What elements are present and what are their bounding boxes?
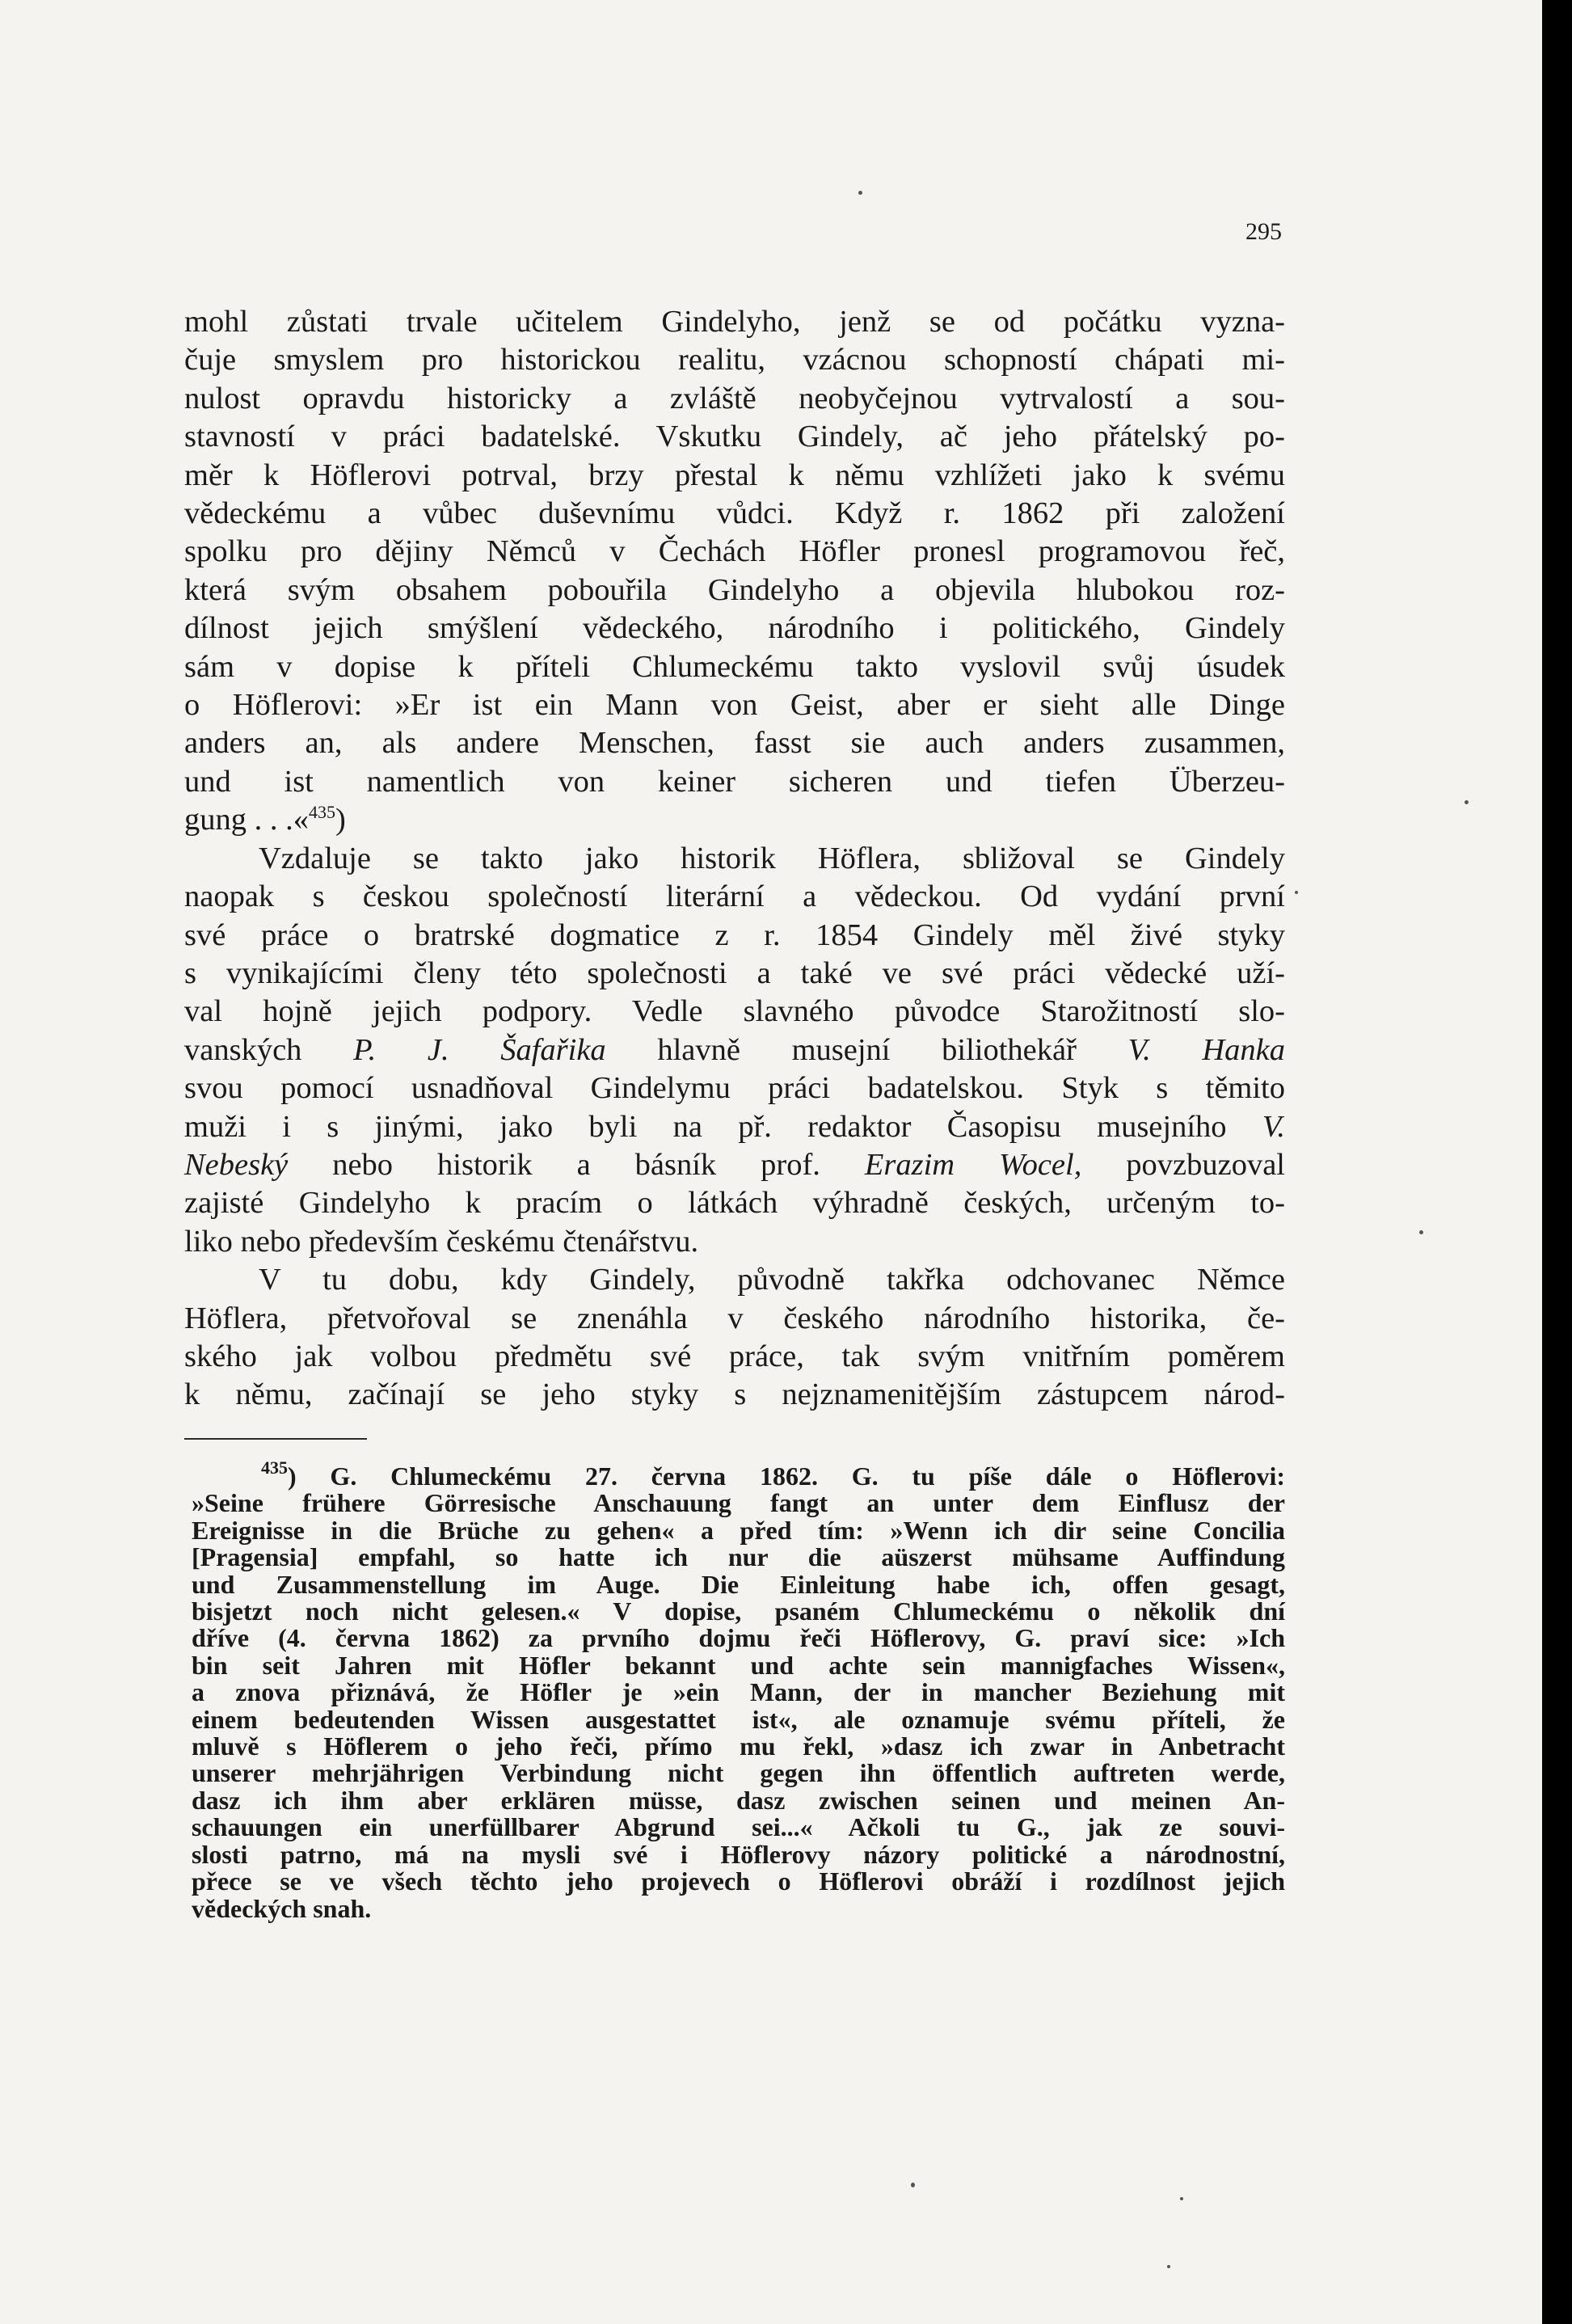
footnote-line: dasz ich ihm aber erklären müsse, dasz zwischen seinen und meinen An- bbox=[192, 1785, 1285, 1815]
footnote-line: und Zusammenstellung im Auge. Die Einleitung habe ich, offen gesagt, bbox=[192, 1569, 1285, 1599]
text-fragment: povzbuzoval bbox=[1126, 1147, 1285, 1182]
quote-end: gung . . .« bbox=[184, 803, 309, 837]
footnote-line: dříve (4. června 1862) za prvního dojmu řeči Höflerovy, G. praví sice: »Ich bbox=[192, 1623, 1285, 1653]
paper-speck bbox=[911, 2183, 915, 2187]
footnote-line: a znova přiznává, že Höfler je »ein Mann, der in mancher Beziehung mit bbox=[192, 1677, 1285, 1707]
text-line: Höflera, přetvořoval se znenáhla v českého národního historika, če- bbox=[184, 1301, 1285, 1335]
text-line: svou pomocí usnadňoval Gindelymu práci badatelskou. Styk s těmito bbox=[184, 1071, 1285, 1106]
text-line bbox=[184, 1108, 1285, 1146]
footnote-line: unserer mehrjährigen Verbindung nicht gegen ihn öffentlich auftreten werde, bbox=[192, 1758, 1285, 1788]
text-line: čuje smyslem pro historickou realitu, vzácnou schopností chápati mi- bbox=[184, 343, 1285, 377]
paper-speck bbox=[858, 191, 862, 195]
footnote-line: einem bedeutenden Wissen ausgestattet ist«, ale oznamuje svému příteli, že bbox=[192, 1704, 1285, 1734]
text-line bbox=[184, 1031, 1285, 1069]
page-number: 295 bbox=[1245, 218, 1282, 245]
footnote-line: vědeckých snah. bbox=[192, 1893, 372, 1923]
text-line bbox=[184, 801, 1285, 839]
text-line: anders an, als andere Menschen, fasst sie auch anders zusammen, bbox=[184, 726, 1285, 761]
text-fragment: muži i s jinými, jako byli na př. redaktor Časopisu musejního bbox=[184, 1109, 1227, 1144]
text-line: nulost opravdu historicky a zvláště neobyčejnou vytrvalostí a sou- bbox=[184, 381, 1285, 415]
footnote-mark: 435 bbox=[261, 1457, 288, 1478]
person-name: Erazim Wocel, bbox=[864, 1147, 1082, 1182]
text-line: dílnost jejich smýšlení vědeckého, národního i politického, Gindely bbox=[184, 611, 1285, 646]
person-name: V. Hanka bbox=[1127, 1032, 1286, 1067]
footnote-line: bisjetzt noch nicht gelesen.« V dopise, psaném Chlumeckému o několik dní bbox=[192, 1596, 1285, 1626]
text-line: která svým obsahem pobouřila Gindelyho a objevila hlubokou roz- bbox=[184, 572, 1285, 607]
footnote-line: přece se ve všech těchto jeho projevech o Höflerovi obráží i rozdílnost jejich bbox=[192, 1866, 1285, 1896]
text-line: liko nebo především českému čtenářstvu. bbox=[184, 1224, 699, 1259]
footnote bbox=[192, 1457, 1285, 1923]
body-text bbox=[184, 303, 1285, 1415]
person-name: P. J. Šafařika bbox=[353, 1032, 606, 1067]
footnote-line bbox=[192, 1457, 1285, 1491]
text-line: s vynikajícími členy této společnosti a také ve své práci vědecké uží- bbox=[184, 955, 1285, 990]
text-line: naopak s českou společností literární a vědeckou. Od vydání první bbox=[184, 879, 1285, 914]
text-fragment: vanských bbox=[184, 1032, 302, 1067]
text-line: o Höflerovi: »Er ist ein Mann von Geist, aber er sieht alle Dinge bbox=[184, 688, 1285, 723]
text-fragment: hlavně musejní biliothekář bbox=[657, 1032, 1077, 1067]
footnote-line: »Seine frühere Görresische Anschauung fangt an unter dem Einflusz der bbox=[192, 1488, 1285, 1518]
text-line: k němu, začínají se jeho styky s nejznamenitějším zástupcem národ- bbox=[184, 1377, 1285, 1412]
footnote-line: mluvě s Höflerem o jeho řeči, přímo mu řekl, »dasz ich zwar in Anbetracht bbox=[192, 1731, 1285, 1761]
text-line: mohl zůstati trvale učitelem Gindelyho, jenž se od počátku vyzna- bbox=[184, 305, 1285, 339]
text-line: spolku pro dějiny Němců v Čechách Höfler pronesl programovou řeč, bbox=[184, 534, 1285, 569]
footnote-text: ) G. Chlumeckému 27. června 1862. G. tu píše dále o Höflerovi: bbox=[288, 1461, 1285, 1491]
paper-speck bbox=[1167, 2265, 1170, 2268]
text-line: měr k Höflerovi potrval, brzy přestal k němu vzhlížeti jako k svému bbox=[184, 458, 1285, 492]
person-name: V. bbox=[1262, 1109, 1285, 1144]
paper-speck bbox=[1419, 1230, 1423, 1234]
text-fragment: nebo historik a básník prof. bbox=[332, 1147, 820, 1182]
footnote-line: bin seit Jahren mit Höfler bekannt und achte sein mannigfaches Wissen«, bbox=[192, 1650, 1285, 1680]
footnote-line: [Pragensia] empfahl, so hatte ich nur die aüszerst mühsame Auffindung bbox=[192, 1542, 1285, 1572]
footnote-separator bbox=[184, 1438, 367, 1440]
text-line: val hojně jejich podpory. Vedle slavného původce Starožitností slo- bbox=[184, 994, 1285, 1029]
text-line: vědeckému a vůbec duševnímu vůdci. Když r. 1862 při založení bbox=[184, 496, 1285, 531]
footnote-line: slosti patrno, má na mysli své i Höflerovy názory politické a národnostní, bbox=[192, 1839, 1285, 1869]
paper-speck bbox=[1295, 891, 1298, 894]
footnote-line: schauungen ein unerfüllbarer Abgrund sei...« Ačkoli tu G., jak ze souvi- bbox=[192, 1812, 1285, 1842]
text-line: V tu dobu, kdy Gindely, původně takřka odchovanec Němce bbox=[259, 1263, 1285, 1297]
person-name: Nebeský bbox=[184, 1147, 289, 1182]
text-line: Vzdaluje se takto jako historik Höflera, sbližoval se Gindely bbox=[259, 841, 1285, 875]
paper-speck bbox=[1180, 2197, 1183, 2200]
text-line: své práce o bratrské dogmatice z r. 1854 Gindely měl živé styky bbox=[184, 917, 1285, 952]
paper-speck bbox=[1465, 800, 1469, 804]
text-line: und ist namentlich von keiner sicheren und tiefen Überzeu- bbox=[184, 764, 1285, 799]
text-line bbox=[184, 1146, 1285, 1184]
footnote-reference-paren: ) bbox=[335, 803, 346, 837]
text-line: ského jak volbou předmětu své práce, tak svým vnitřním poměrem bbox=[184, 1339, 1285, 1373]
text-line: zajisté Gindelyho k pracím o látkách výhradně českých, určeným to- bbox=[184, 1186, 1285, 1221]
text-line: sám v dopise k příteli Chlumeckému takto vyslovil svůj úsudek bbox=[184, 649, 1285, 684]
text-line: stavností v práci badatelské. Vskutku Gindely, ač jeho přátelský po- bbox=[184, 420, 1285, 454]
footnote-reference: 435 bbox=[309, 802, 335, 823]
footnote-line: Ereignisse in die Brüche zu gehen« a před tím: »Wenn ich dir seine Concilia bbox=[192, 1515, 1285, 1545]
